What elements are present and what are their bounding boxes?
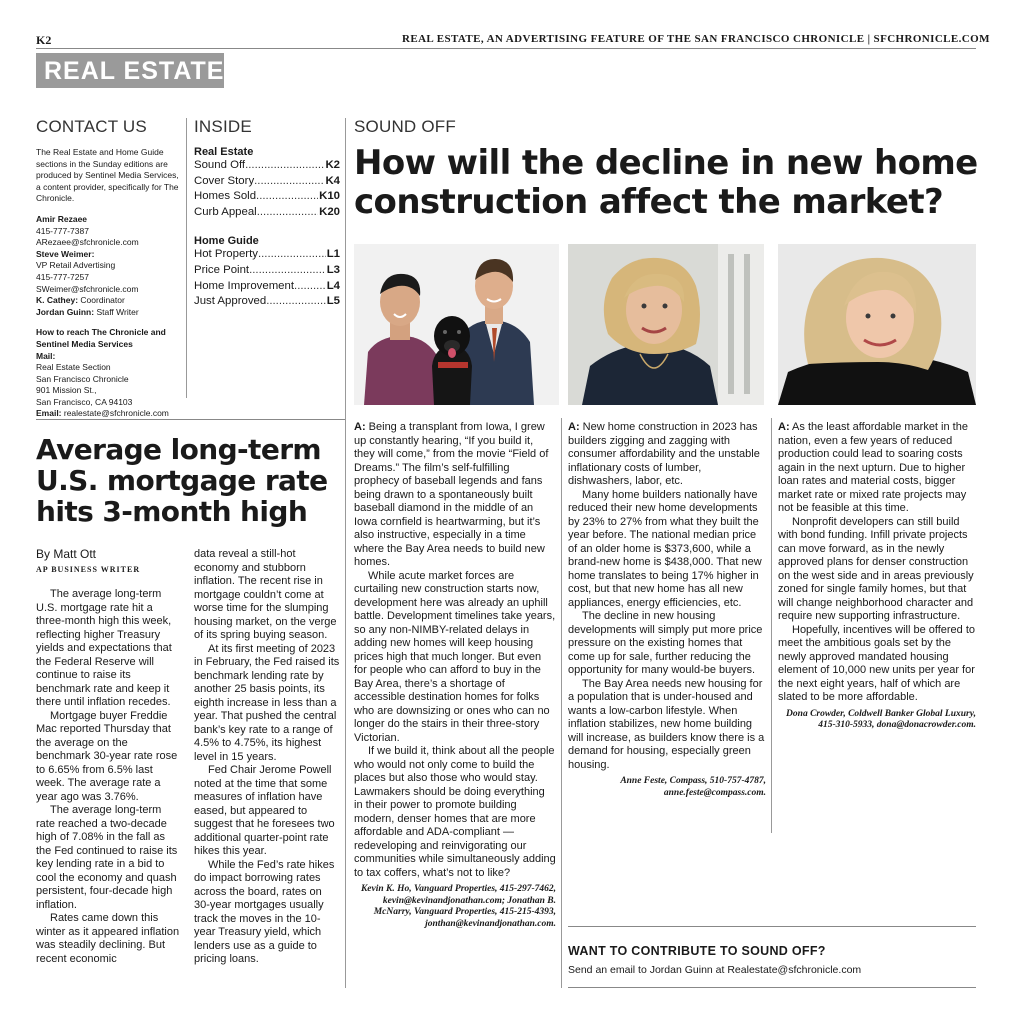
toc-group-title: Home Guide xyxy=(194,235,259,248)
mortgage-paragraph: Fed Chair Jerome Powell noted at the time that some measures of inflation have eased, but appeared to suggest that he foresees two additional quarter-point rate hikes this year. xyxy=(194,764,335,857)
left-column-rule xyxy=(36,419,345,420)
toc-item-page: K20 xyxy=(319,205,340,218)
answer-paragraph: The Bay Area needs new housing for a population that is under-housed and wants a low-carbon lifestyle. When inflation stabilizes, new home building will increase, as builders know there is a demand for housing, especially green housing. xyxy=(568,677,765,771)
page-folio: K2 xyxy=(36,33,52,47)
mortgage-headline-line: Average long-term xyxy=(36,433,321,466)
toc-item[interactable] xyxy=(194,247,340,263)
contact-people xyxy=(36,214,182,295)
soundoff-headline-line1: How will the decline in new home xyxy=(354,143,978,183)
answer-paragraph: A: Being a transplant from Iowa, I grew up constantly hearing, “If you build it, they will come,” from the movie “Field of Dreams.” The film’s self-fulfilling prophecy of baseball legends and fans being drawn to a spontaneously built baseball diamond in the middle of an Iowa cornfield is heartwarming, but it’s also instructive, especially in a time where the Bay Area needs to build new homes. xyxy=(354,421,549,568)
toc-list xyxy=(194,158,340,220)
mortgage-paragraph: The average long-term U.S. mortgage rate hit a three-month high this week, reflecting higher Treasury yields and expectations that the Federal Reserve will continue to raise its benchmark rate and keep it there until inflation recedes. xyxy=(36,588,172,708)
mail-label: Mail: xyxy=(36,350,56,361)
toc-item-page: K2 xyxy=(325,159,340,171)
contact-guinn-role: Staff Writer xyxy=(94,306,139,317)
toc-item[interactable] xyxy=(194,263,340,279)
section-topline: REAL ESTATE, AN ADVERTISING FEATURE OF THE SAN FRANCISCO CHRONICLE | SFCHRONICLE.COM xyxy=(402,33,990,45)
inside-toc xyxy=(194,144,340,310)
toc-leader-dots xyxy=(254,174,324,190)
toc-item-page: L5 xyxy=(326,295,340,308)
divider-contact-inside xyxy=(186,118,187,398)
toc-leader-dots xyxy=(249,263,326,279)
email-value[interactable]: realestate@sfchronicle.com xyxy=(61,408,169,419)
toc-item-label: Just Approved xyxy=(194,295,267,308)
photo-dona-crowder xyxy=(778,244,976,405)
mortgage-paragraph: The average long-term rate reached a two-decade high of 7.08% in the fall as the Fed continued to raise its key lending rate in a bid to cool the economy and quash persistent, four-decade high inflation. xyxy=(36,804,178,911)
cta-top-rule xyxy=(568,926,976,927)
toc-item-label: Sound Off xyxy=(194,159,246,171)
soundoff-headline-line2: construction affect the market? xyxy=(354,182,944,222)
mail-address-line: San Francisco, CA 94103 xyxy=(36,396,133,407)
answer-paragraph: Hopefully, incentives will be offered to meet the ambitious goals set by the newly approved mandated housing element of 10,000 new units per year for the next eight years, half of which are slated to be more affordable. xyxy=(778,623,976,703)
email-label: Email: xyxy=(36,408,62,419)
answer-paragraph: Many home builders nationally have reduced their new home developments by 23% to 27% from what they built the year before. The national median price of an older home is $373,600, while a brand-new home is $438,000. That new home translates to being 17% higher in cost, but that new home has all new appliances, energy efficiencies, etc. xyxy=(568,488,762,609)
toc-leader-dots xyxy=(257,205,318,221)
mail-address xyxy=(36,362,182,408)
cta-text[interactable]: Send an email to Jordan Guinn at Realestate@sfchronicle.com xyxy=(568,964,862,976)
cta-bottom-rule xyxy=(568,987,976,988)
answer-ho-mcnarry xyxy=(354,421,556,930)
toc-item-label: Curb Appeal xyxy=(194,205,257,218)
mail-address-line: 901 Mission St., xyxy=(36,385,97,396)
toc-leader-dots xyxy=(245,158,324,174)
mortgage-headline-line: U.S. mortgage rate xyxy=(36,464,328,497)
photo-ho-mcnarry xyxy=(354,244,559,405)
contact-person-name: Amir Rezaee xyxy=(36,213,88,224)
divider-answer-2-3 xyxy=(771,418,772,833)
mortgage-col2-continued: data reveal a still-hot economy and stubborn inflation. The recent rise in mortgage couldn’t come at worse time for the slumping housing market, on the verge of its spring buying season. xyxy=(194,548,337,641)
mortgage-credit: AP BUSINESS WRITER xyxy=(36,565,141,574)
photo-anne-feste xyxy=(568,244,764,405)
signature-ho-mcnarry: Kevin K. Ho, Vanguard Properties, 415-297-7462, kevin@kevinandjonathan.com; Jonathan B. McNarry, Vanguard Properties, 415-215-4393, jonthan@kevinandjonathan.com. xyxy=(360,884,556,929)
contact-person-detail: VP Retail Advertising xyxy=(36,260,116,271)
toc-item-label: Home Improvement xyxy=(194,279,295,292)
cta-heading: WANT TO CONTRIBUTE TO SOUND OFF? xyxy=(568,944,826,958)
toc-group xyxy=(194,146,340,220)
contact-person-detail: 415-777-7387 xyxy=(36,225,89,236)
contact-person-detail: 415-777-7257 xyxy=(36,271,89,282)
answer-anne-feste xyxy=(568,421,766,799)
toc-item[interactable] xyxy=(194,189,340,205)
contact-person-detail: SWeimer@sfchronicle.com xyxy=(36,283,139,294)
reach-heading: How to reach The Chronicle and Sentinel Media Services xyxy=(36,327,166,349)
mortgage-paragraph: While the Fed’s rate hikes do impact borrowing rates across the board, rates on 30-year mortgages usually track the moves in the 10-year Treasury yield, which lenders use as a guide to pricing loans. xyxy=(194,858,335,965)
toc-group-title: Real Estate xyxy=(194,146,254,158)
header-rule xyxy=(36,48,976,49)
contact-block xyxy=(36,147,182,420)
toc-item[interactable] xyxy=(194,279,340,295)
divider-answer-1-2 xyxy=(561,418,562,988)
toc-group xyxy=(194,235,340,309)
answer-paragraph: Nonprofit developers can still build with bond funding. Infill private projects can move forward, as in the newly approved plans for denser construction on the west side and in areas previously zoned for single family homes, but that will change neighborhood character and require new supporting infrastructure. xyxy=(778,515,974,622)
mortgage-byline: By Matt Ott xyxy=(36,547,97,561)
mail-address-line: San Francisco Chronicle xyxy=(36,373,129,384)
answer-paragraph: A: New home construction in 2023 has builders zigging and zagging with consumer affordability and the unstable inflationary costs of lumber, dishwashers, labor, etc. xyxy=(568,421,760,487)
toc-item-page: K10 xyxy=(319,190,340,203)
toc-item-label: Cover Story xyxy=(194,174,255,187)
toc-item-page: L4 xyxy=(326,279,340,292)
toc-leader-dots xyxy=(266,294,326,310)
answer-dona-crowder xyxy=(778,421,976,732)
toc-item-page: L3 xyxy=(326,263,340,276)
signature-dona-crowder: Dona Crowder, Coldwell Banker Global Luxury, 415-310-5933, dona@donacrowder.com. xyxy=(786,708,976,730)
signature-anne-feste: Anne Feste, Compass, 510-757-4787, anne.feste@compass.com. xyxy=(620,776,766,798)
toc-item-label: Hot Property xyxy=(194,248,258,261)
answer-marker: A: xyxy=(354,421,366,433)
section-banner: REAL ESTATE xyxy=(36,53,224,88)
mortgage-headline-line: hits 3-month high xyxy=(36,495,308,528)
mortgage-column-1 xyxy=(36,588,182,966)
toc-item[interactable] xyxy=(194,174,340,190)
contact-person-name: Steve Weimer: xyxy=(36,248,95,259)
toc-item-page: L1 xyxy=(326,248,340,261)
mortgage-column-2 xyxy=(194,548,340,967)
answer-marker: A: xyxy=(778,421,790,433)
answer-paragraph: While acute market forces are curtailing new construction starts now, development here was already an uphill battle. Development timelines take years, so any non-NIMBY-related delays in adding new homes will keep housing prices high that much longer. But even for people who can afford to buy in the Bay Area, there’s a shortage of accessible destination homes for folks who are downsizing or ones who can no longer do the stairs in their three-story Victorian. xyxy=(354,569,556,744)
toc-item-label: Homes Sold xyxy=(194,190,257,203)
answer-paragraph: The decline in new housing developments will simply put more price pressure on the existing homes that come up for sale, further reducing the opportunity for many would-be buyers. xyxy=(568,610,763,676)
toc-leader-dots xyxy=(258,247,326,263)
soundoff-kicker: SOUND OFF xyxy=(354,117,456,136)
toc-item[interactable] xyxy=(194,294,340,310)
inside-heading: INSIDE xyxy=(194,117,252,136)
toc-leader-dots xyxy=(294,279,326,295)
contact-cathey-role: Coordinator xyxy=(78,295,125,306)
contact-cathey-name: K. Cathey: xyxy=(36,295,79,306)
answer-paragraph: A: As the least affordable market in the nation, even a few years of reduced production could lead to soaring costs again in the next upturn. Due to higher loan rates and material costs, bigger market rate or mixed rate projects may not be feasible at this time. xyxy=(778,421,968,514)
toc-list xyxy=(194,247,340,309)
mortgage-headline xyxy=(36,434,328,527)
toc-item[interactable] xyxy=(194,158,340,174)
divider-left-main xyxy=(345,118,346,988)
contact-intro: The Real Estate and Home Guide sections in the Sunday editions are produced by Sentinel Media Services, a content provider, specifically for The Chronicle. xyxy=(36,147,179,204)
contact-person-detail: ARezaee@sfchronicle.com xyxy=(36,237,139,248)
contact-heading: CONTACT US xyxy=(36,117,147,136)
mail-address-line: Real Estate Section xyxy=(36,362,111,373)
toc-item-label: Price Point xyxy=(194,263,250,276)
mortgage-paragraph: At its first meeting of 2023 in February, the Fed raised its benchmark lending rate by another 25 basis points, its eighth increase in less than a year. That pushed the central bank’s key rate to a range of 4.5% to 4.75%, its highest level in 15 years. xyxy=(194,642,340,763)
contact-guinn-name: Jordan Guinn: xyxy=(36,306,95,317)
toc-leader-dots xyxy=(256,189,318,205)
answer-marker: A: xyxy=(568,421,580,433)
toc-item-page: K4 xyxy=(325,174,340,187)
mortgage-paragraph: Rates came down this winter as it appeared inflation was steadily declining. But recent economic xyxy=(36,912,180,965)
mortgage-paragraph: Mortgage buyer Freddie Mac reported Thursday that the average on the benchmark 30-year rate rose to 6.65% from 6.5% last week. The average rate a year ago was 3.76%. xyxy=(36,709,178,803)
answer-paragraph: If we build it, think about all the people who would not only come to build the places but also those who would stay. Lawmakers should be doing everything in their power to promote building modern, denser homes that are more affordable and ADA-compliant — redeveloping and reinvigorating our communities while simultaneously adding to tax coffers, what’s not to like? xyxy=(354,745,556,879)
toc-item[interactable] xyxy=(194,205,340,221)
